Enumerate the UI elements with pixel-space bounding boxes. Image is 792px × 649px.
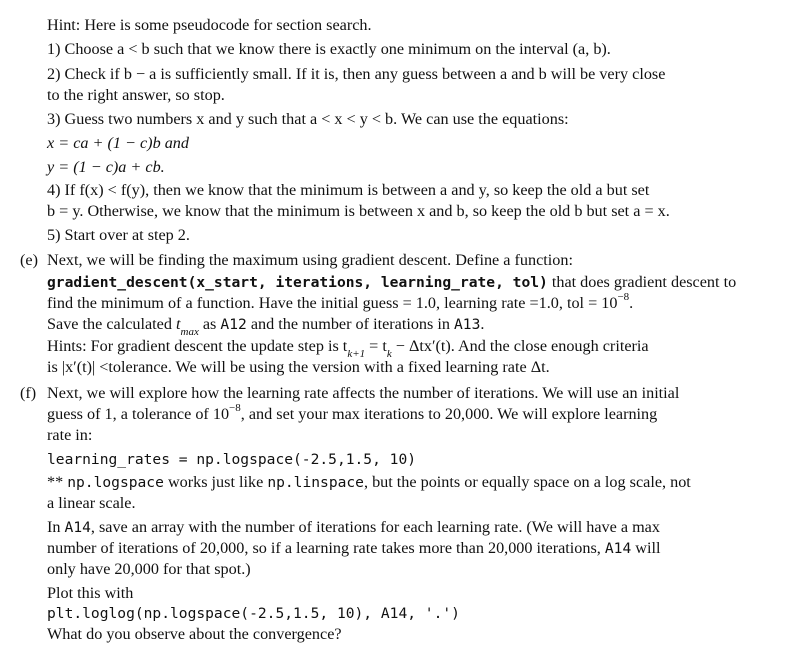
gradient-descent-signature: gradient_descent(x_start, iterations, learning_rate, tol)	[47, 274, 548, 291]
part-f-line-7-pre: number of iterations of 20,000, so if a learning rate takes more than 20,000 iterations,	[47, 539, 605, 557]
part-f-question: What do you observe about the convergence?	[47, 625, 342, 643]
part-f-line-6	[47, 517, 660, 538]
code-np-logspace: np.logspace	[67, 474, 164, 491]
code-a14: A14	[64, 519, 91, 536]
part-e-line-2-text: that does gradient descent to	[547, 273, 737, 291]
hint-step-4-line-2: b = y. Otherwise, we know that the minimum is between x and b, so keep the old b but set a = x.	[47, 202, 670, 220]
hint-step-4-line-1: 4) If f(x) < f(y), then we know that the minimum is between a and y, so keep the old a but set	[47, 181, 650, 199]
part-f-line-4-post: , but the points or equally space on a log scale, not	[363, 473, 691, 491]
part-f-label: (f)	[20, 384, 37, 402]
part-f-line-4	[47, 472, 691, 493]
part-e-line-5-tail: − Δtx′(t). And the close enough criteria	[391, 337, 649, 355]
part-e-line-1: Next, we will be finding the maximum using gradient descent. Define a function:	[47, 251, 573, 269]
part-f-line-7-post: will	[631, 539, 661, 557]
learning-rates-code-text: learning_rates = np.logspace(-2.5,1.5, 10)	[47, 451, 417, 468]
tolerance-exponent: −8	[229, 401, 241, 414]
plot-code-text: plt.loglog(np.logspace(-2.5,1.5, 10), A14, '.')	[47, 605, 460, 622]
part-e-line-4-mid2: and the number of iterations in	[246, 315, 455, 333]
hint-equation-x: x = ca + (1 − c)b and	[47, 134, 189, 152]
code-a13: A13	[454, 316, 481, 333]
plot-code	[47, 603, 460, 624]
part-e-line-2	[47, 272, 736, 293]
hint-title: Hint: Here is some pseudocode for section search.	[47, 16, 372, 34]
part-e-line-5	[47, 336, 649, 361]
hint-step-2-line-2: to the right answer, so stop.	[47, 86, 225, 104]
part-e-line-3-text: find the minimum of a function. Have the initial guess = 1.0, learning rate =1.0, tol = 10	[47, 294, 618, 312]
code-a12: A12	[220, 316, 247, 333]
part-e-line-6: is |x′(t)| <tolerance. We will be using the version with a fixed learning rate Δt.	[47, 358, 550, 376]
t-max-sub: max	[180, 326, 199, 339]
hint-step-2-line-1: 2) Check if b − a is sufficiently small. If it is, then any guess between a and b will be very close	[47, 65, 666, 83]
code-a14-second: A14	[604, 540, 632, 557]
code-np-linspace: np.linspace	[267, 474, 364, 491]
part-f-line-3: rate in:	[47, 426, 93, 444]
hint-step-1: 1) Choose a < b such that we know there is exactly one minimum on the interval (a, b).	[47, 40, 611, 58]
part-f-line-1: Next, we will explore how the learning rate affects the number of iterations. We will use an initial	[47, 384, 680, 402]
part-f-line-5: a linear scale.	[47, 494, 136, 512]
part-f-line-7	[47, 538, 660, 559]
part-f-line-2-post: , and set your max iterations to 20,000. We will explore learning	[240, 405, 658, 423]
t-k1-sub: k+1	[347, 348, 366, 361]
part-e-line-5-text: Hints: For gradient descent the update step is t	[47, 337, 348, 355]
hint-step-3: 3) Guess two numbers x and y such that a < x < y < b. We can use the equations:	[47, 110, 569, 128]
part-f-line-2-pre: guess of 1, a tolerance of 10	[47, 405, 230, 423]
part-e-line-3	[47, 290, 634, 313]
part-f-line-9: Plot this with	[47, 584, 134, 602]
part-f-line-4-pre: **	[47, 473, 68, 491]
part-f-line-4-mid: works just like	[163, 473, 268, 491]
learning-rates-code	[47, 449, 416, 470]
part-e-line-4-pre: Save the calculated	[47, 315, 176, 333]
tol-exponent: −8	[617, 290, 630, 303]
t-max-var: t	[176, 315, 181, 333]
part-f-line-2	[47, 401, 658, 424]
part-e-line-4-mid: as	[198, 315, 221, 333]
part-f-line-6-pre: In	[47, 518, 65, 536]
part-e-line-4-end: .	[480, 315, 485, 333]
part-f-line-6-post: , save an array with the number of iterations for each learning rate. (We will have a max	[90, 518, 660, 536]
part-e-line-5-mid: = t	[365, 337, 387, 355]
hint-step-5: 5) Start over at step 2.	[47, 226, 190, 244]
t-k-sub: k	[386, 348, 392, 361]
part-f-line-8: only have 20,000 for that spot.)	[47, 560, 251, 578]
hint-equation-y: y = (1 − c)a + cb.	[47, 158, 165, 176]
part-e-label: (e)	[20, 251, 38, 269]
part-e-line-4	[47, 314, 485, 339]
part-e-line-3-end: .	[629, 294, 634, 312]
